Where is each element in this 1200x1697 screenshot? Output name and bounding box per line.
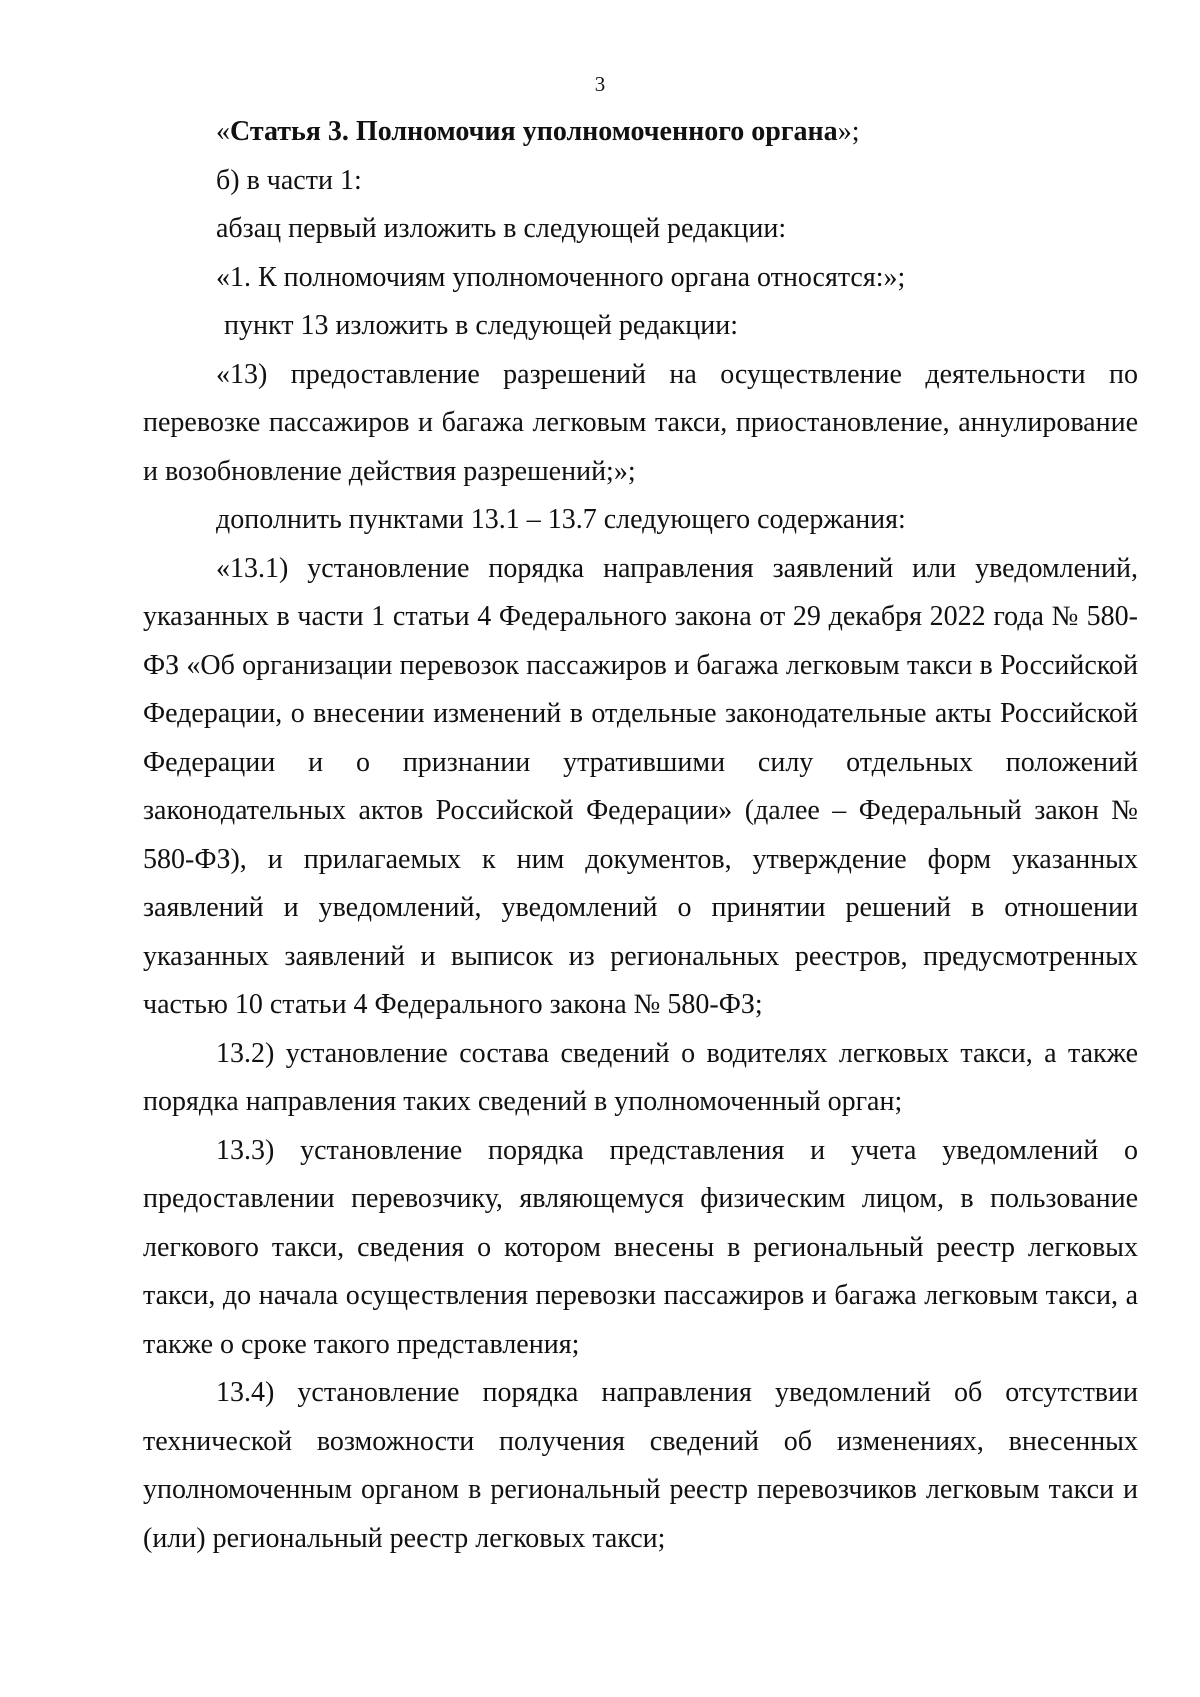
- paragraph-first-abzats: абзац первый изложить в следующей редакции:: [216, 213, 787, 244]
- paragraph-item-13-1: «13.1) установление порядка направления заявлений или уведомлений, указанных в части 1 статьи 4 Федерального закона от 29 декабря 2022 года № 580-ФЗ «Об организации перевозок пассажиров и багажа легковым такси в Российской Федерации, о внесении изменений в отдельные законодательные акты Российской Федерации и о признании утратившими силу отдельных положений законодательных актов Российской Федерации» (далее – Федеральный закон № 580-ФЗ), и прилагаемых к ним документов, утверждение форм указанных заявлений и уведомлений, уведомлений о принятии решений в отношении указанных заявлений и выписок из региональных реестров, предусмотренных частью 10 статьи 4 Федерального закона № 580-ФЗ;: [143, 552, 1138, 1020]
- paragraph-item-13-intro: пункт 13 изложить в следующей редакции:: [224, 310, 738, 341]
- heading-open-quote: «: [216, 116, 230, 147]
- paragraph-item-13-3: 13.3) установление порядка представления и учета уведомлений о предоставлении перевозчику, являющемуся физическим лицом, в пользование легкового такси, сведения о котором внесены в региональный реестр легковых такси, до начала осуществления перевозки пассажиров и багажа легковым такси, а также о сроке такого представления;: [143, 1134, 1138, 1360]
- page-number: 3: [594, 72, 606, 96]
- heading-title: Статья 3. Полномочия уполномоченного органа: [230, 116, 838, 147]
- article-heading: [143, 108, 1138, 157]
- paragraph-item-13-2: 13.2) установление состава сведений о водителях легковых такси, а также порядка направления таких сведений в уполномоченный орган;: [143, 1037, 1138, 1117]
- paragraph-item-13: «13) предоставление разрешений на осуществление деятельности по перевозке пассажиров и багажа легковым такси, приостановление, аннулирование и возобновление действия разрешений;»;: [143, 358, 1138, 487]
- paragraph-item-13-4: 13.4) установление порядка направления уведомлений об отсутствии технической возможности получения сведений об изменениях, внесенных уполномоченным органом в региональный реестр перевозчиков легковым такси и (или) региональный реестр легковых такси;: [143, 1377, 1138, 1554]
- paragraph-part-1: б) в части 1:: [216, 164, 362, 196]
- paragraph-quote-1: «1. К полномочиям уполномоченного органа относятся:»;: [216, 261, 906, 293]
- heading-tail: »;: [837, 116, 860, 147]
- paragraph-add-items: дополнить пунктами 13.1 – 13.7 следующего содержания:: [216, 504, 906, 535]
- document-body: [143, 108, 1138, 1563]
